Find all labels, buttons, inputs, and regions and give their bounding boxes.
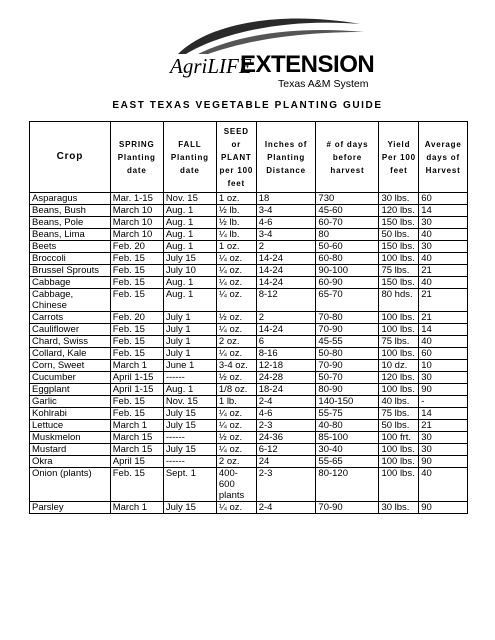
cell-fall: Sept. 1 xyxy=(163,468,216,502)
swoosh-graphic xyxy=(168,14,368,54)
cell-crop: Brussel Sprouts xyxy=(30,265,111,277)
table-row xyxy=(30,324,468,336)
table-row xyxy=(30,348,468,360)
cell-yield: 100 lbs. xyxy=(379,456,419,468)
cell-yield: 100 lbs. xyxy=(379,253,419,265)
cell-yield: 120 lbs. xyxy=(379,372,419,384)
header-distance: Inches of Planting Distance xyxy=(256,122,316,193)
cell-crop: Beans, Bush xyxy=(30,205,111,217)
cell-harvest: - xyxy=(419,396,468,408)
cell-harvest: 14 xyxy=(419,408,468,420)
cell-seed: ½ oz. xyxy=(216,312,256,324)
cell-seed: ½ lb. xyxy=(216,217,256,229)
table-row xyxy=(30,312,468,324)
cell-crop: Cauliflower xyxy=(30,324,111,336)
cell-fall: June 1 xyxy=(163,360,216,372)
cell-distance: 2-3 xyxy=(256,468,316,502)
logo-extension-text: EXTENSION xyxy=(240,51,375,78)
cell-spring: Feb. 15 xyxy=(110,289,163,312)
cell-yield: 150 lbs. xyxy=(379,277,419,289)
cell-fall: Aug. 1 xyxy=(163,241,216,253)
cell-seed: ¼ oz. xyxy=(216,444,256,456)
header-seed: SEED or PLANT per 100 feet xyxy=(216,122,256,193)
cell-harvest: 21 xyxy=(419,420,468,432)
table-row xyxy=(30,229,468,241)
cell-yield: 10 dz. xyxy=(379,360,419,372)
cell-seed: 1 lb. xyxy=(216,396,256,408)
cell-distance: 2-3 xyxy=(256,420,316,432)
cell-spring: Feb. 15 xyxy=(110,468,163,502)
cell-yield: 100 frt. xyxy=(379,432,419,444)
cell-spring: Feb. 15 xyxy=(110,396,163,408)
cell-yield: 50 lbs. xyxy=(379,229,419,241)
cell-days: 65-70 xyxy=(316,289,379,312)
cell-yield: 100 lbs. xyxy=(379,444,419,456)
cell-harvest: 30 xyxy=(419,241,468,253)
cell-seed: 1 oz. xyxy=(216,193,256,205)
cell-harvest: 14 xyxy=(419,205,468,217)
cell-crop: Beets xyxy=(30,241,111,253)
cell-distance: 14-24 xyxy=(256,265,316,277)
table-row xyxy=(30,444,468,456)
header-crop: Crop xyxy=(30,122,111,193)
cell-crop: Carrots xyxy=(30,312,111,324)
cell-distance: 2-4 xyxy=(256,396,316,408)
cell-distance: 6-12 xyxy=(256,444,316,456)
cell-days: 70-90 xyxy=(316,324,379,336)
cell-days: 60-90 xyxy=(316,277,379,289)
cell-distance: 3-4 xyxy=(256,205,316,217)
table-row xyxy=(30,205,468,217)
cell-spring: Feb. 15 xyxy=(110,336,163,348)
cell-harvest: 30 xyxy=(419,444,468,456)
cell-seed: ¼ oz. xyxy=(216,253,256,265)
cell-fall: Aug. 1 xyxy=(163,384,216,396)
cell-spring: March 15 xyxy=(110,432,163,444)
cell-fall: Aug. 1 xyxy=(163,289,216,312)
cell-seed: 2 oz. xyxy=(216,456,256,468)
cell-harvest: 30 xyxy=(419,432,468,444)
cell-harvest: 21 xyxy=(419,289,468,312)
cell-distance: 24-28 xyxy=(256,372,316,384)
cell-crop: Corn, Sweet xyxy=(30,360,111,372)
cell-spring: Feb. 20 xyxy=(110,312,163,324)
table-row xyxy=(30,396,468,408)
cell-harvest: 90 xyxy=(419,456,468,468)
cell-harvest: 14 xyxy=(419,324,468,336)
cell-distance: 2 xyxy=(256,241,316,253)
cell-spring: March 1 xyxy=(110,502,163,514)
cell-days: 70-80 xyxy=(316,312,379,324)
cell-harvest: 90 xyxy=(419,384,468,396)
table-row xyxy=(30,253,468,265)
cell-yield: 30 lbs. xyxy=(379,502,419,514)
cell-seed: ¼ oz. xyxy=(216,420,256,432)
cell-fall: Nov. 15 xyxy=(163,193,216,205)
cell-days: 60-80 xyxy=(316,253,379,265)
cell-days: 30-40 xyxy=(316,444,379,456)
cell-fall: ------ xyxy=(163,432,216,444)
cell-spring: Feb. 15 xyxy=(110,277,163,289)
cell-harvest: 60 xyxy=(419,348,468,360)
table-row xyxy=(30,336,468,348)
cell-harvest: 40 xyxy=(419,468,468,502)
cell-seed: ¼ oz. xyxy=(216,277,256,289)
cell-crop: Beans, Pole xyxy=(30,217,111,229)
cell-crop: Okra xyxy=(30,456,111,468)
cell-distance: 4-6 xyxy=(256,408,316,420)
cell-yield: 30 lbs. xyxy=(379,193,419,205)
cell-yield: 75 lbs. xyxy=(379,265,419,277)
cell-distance: 6 xyxy=(256,336,316,348)
cell-days: 80-90 xyxy=(316,384,379,396)
cell-crop: Cabbage, Chinese xyxy=(30,289,111,312)
cell-harvest: 40 xyxy=(419,229,468,241)
cell-distance: 12-18 xyxy=(256,360,316,372)
cell-harvest: 40 xyxy=(419,277,468,289)
cell-fall: Aug. 1 xyxy=(163,217,216,229)
cell-fall: July 1 xyxy=(163,336,216,348)
cell-spring: March 1 xyxy=(110,360,163,372)
cell-days: 55-75 xyxy=(316,408,379,420)
cell-crop: Asparagus xyxy=(30,193,111,205)
cell-distance: 24-36 xyxy=(256,432,316,444)
planting-guide-table xyxy=(29,121,468,514)
cell-crop: Beans, Lima xyxy=(30,229,111,241)
cell-spring: Mar. 1-15 xyxy=(110,193,163,205)
cell-crop: Kohlrabi xyxy=(30,408,111,420)
cell-fall: ------ xyxy=(163,456,216,468)
cell-distance: 14-24 xyxy=(256,324,316,336)
table-row xyxy=(30,360,468,372)
cell-days: 80 xyxy=(316,229,379,241)
logo-agri-text: AgriLIFE xyxy=(170,54,252,78)
cell-seed: ¼ oz. xyxy=(216,324,256,336)
header-fall: FALL Planting date xyxy=(163,122,216,193)
cell-days: 85-100 xyxy=(316,432,379,444)
cell-seed: ¼ lb. xyxy=(216,229,256,241)
cell-days: 50-60 xyxy=(316,241,379,253)
cell-fall: ------ xyxy=(163,372,216,384)
cell-distance: 3-4 xyxy=(256,229,316,241)
cell-fall: July 15 xyxy=(163,408,216,420)
cell-days: 70-90 xyxy=(316,502,379,514)
cell-seed: 2 oz. xyxy=(216,336,256,348)
cell-seed: ¼ oz. xyxy=(216,408,256,420)
cell-distance: 8-16 xyxy=(256,348,316,360)
table-row xyxy=(30,468,468,502)
cell-days: 730 xyxy=(316,193,379,205)
cell-seed: 400-600 plants xyxy=(216,468,256,502)
cell-crop: Onion (plants) xyxy=(30,468,111,502)
cell-days: 60-70 xyxy=(316,217,379,229)
cell-crop: Cabbage xyxy=(30,277,111,289)
header-yield: Yield Per 100 feet xyxy=(379,122,419,193)
header-harvest: Average days of Harvest xyxy=(419,122,468,193)
cell-seed: 3-4 oz. xyxy=(216,360,256,372)
cell-days: 50-70 xyxy=(316,372,379,384)
table-row xyxy=(30,408,468,420)
cell-spring: March 15 xyxy=(110,444,163,456)
cell-seed: ¼ oz. xyxy=(216,265,256,277)
table-row xyxy=(30,432,468,444)
cell-yield: 100 lbs. xyxy=(379,324,419,336)
cell-yield: 50 lbs. xyxy=(379,420,419,432)
cell-fall: Aug. 1 xyxy=(163,229,216,241)
cell-crop: Collard, Kale xyxy=(30,348,111,360)
cell-fall: July 15 xyxy=(163,502,216,514)
cell-yield: 75 lbs. xyxy=(379,408,419,420)
cell-crop: Chard, Swiss xyxy=(30,336,111,348)
cell-distance: 2 xyxy=(256,312,316,324)
cell-seed: 1 oz. xyxy=(216,241,256,253)
cell-yield: 75 lbs. xyxy=(379,336,419,348)
cell-seed: ½ oz. xyxy=(216,432,256,444)
cell-fall: Aug. 1 xyxy=(163,205,216,217)
cell-harvest: 10 xyxy=(419,360,468,372)
cell-days: 70-90 xyxy=(316,360,379,372)
cell-days: 140-150 xyxy=(316,396,379,408)
cell-yield: 100 lbs. xyxy=(379,312,419,324)
cell-distance: 18-24 xyxy=(256,384,316,396)
table-row xyxy=(30,217,468,229)
cell-spring: Feb. 15 xyxy=(110,408,163,420)
cell-spring: March 10 xyxy=(110,229,163,241)
cell-fall: July 15 xyxy=(163,420,216,432)
table-row xyxy=(30,241,468,253)
table-row xyxy=(30,277,468,289)
cell-crop: Eggplant xyxy=(30,384,111,396)
cell-distance: 2-4 xyxy=(256,502,316,514)
cell-spring: March 10 xyxy=(110,217,163,229)
agrilife-extension-logo xyxy=(168,14,375,90)
cell-crop: Garlic xyxy=(30,396,111,408)
table-row xyxy=(30,193,468,205)
cell-fall: July 10 xyxy=(163,265,216,277)
cell-spring: Feb. 15 xyxy=(110,265,163,277)
cell-harvest: 30 xyxy=(419,372,468,384)
cell-seed: ¼ oz. xyxy=(216,289,256,312)
cell-yield: 100 lbs. xyxy=(379,384,419,396)
cell-spring: Feb. 15 xyxy=(110,324,163,336)
cell-fall: July 15 xyxy=(163,253,216,265)
cell-spring: April 1-15 xyxy=(110,384,163,396)
cell-days: 55-65 xyxy=(316,456,379,468)
table-row xyxy=(30,372,468,384)
cell-yield: 120 lbs. xyxy=(379,205,419,217)
cell-crop: Cucumber xyxy=(30,372,111,384)
cell-yield: 80 hds. xyxy=(379,289,419,312)
header-row xyxy=(30,122,468,193)
cell-days: 45-55 xyxy=(316,336,379,348)
cell-yield: 100 lbs. xyxy=(379,468,419,502)
cell-seed: ½ lb. xyxy=(216,205,256,217)
cell-distance: 4-6 xyxy=(256,217,316,229)
cell-harvest: 40 xyxy=(419,253,468,265)
cell-fall: July 1 xyxy=(163,324,216,336)
cell-yield: 100 lbs. xyxy=(379,348,419,360)
cell-distance: 14-24 xyxy=(256,277,316,289)
cell-distance: 8-12 xyxy=(256,289,316,312)
table-row xyxy=(30,265,468,277)
cell-seed: ¼ oz. xyxy=(216,502,256,514)
cell-seed: ½ oz. xyxy=(216,372,256,384)
header-days: # of days before harvest xyxy=(316,122,379,193)
cell-days: 90-100 xyxy=(316,265,379,277)
cell-fall: July 1 xyxy=(163,348,216,360)
cell-harvest: 21 xyxy=(419,265,468,277)
cell-spring: April 15 xyxy=(110,456,163,468)
cell-seed: 1/8 oz. xyxy=(216,384,256,396)
cell-crop: Broccoli xyxy=(30,253,111,265)
logo-subtitle: Texas A&M System xyxy=(278,78,369,90)
page-title: EAST TEXAS VEGETABLE PLANTING GUIDE xyxy=(112,100,383,111)
cell-spring: Feb. 15 xyxy=(110,348,163,360)
cell-fall: July 1 xyxy=(163,312,216,324)
cell-harvest: 40 xyxy=(419,336,468,348)
cell-crop: Mustard xyxy=(30,444,111,456)
cell-fall: Aug. 1 xyxy=(163,277,216,289)
table-row xyxy=(30,502,468,514)
cell-crop: Muskmelon xyxy=(30,432,111,444)
table-row xyxy=(30,456,468,468)
cell-yield: 40 lbs. xyxy=(379,396,419,408)
table-row xyxy=(30,420,468,432)
cell-days: 80-120 xyxy=(316,468,379,502)
cell-harvest: 21 xyxy=(419,312,468,324)
cell-yield: 150 lbs. xyxy=(379,217,419,229)
cell-yield: 150 lbs. xyxy=(379,241,419,253)
cell-harvest: 30 xyxy=(419,217,468,229)
table-row xyxy=(30,289,468,312)
cell-spring: March 10 xyxy=(110,205,163,217)
cell-days: 40-80 xyxy=(316,420,379,432)
cell-harvest: 90 xyxy=(419,502,468,514)
cell-distance: 18 xyxy=(256,193,316,205)
header-spring: SPRING Planting date xyxy=(110,122,163,193)
table-row xyxy=(30,384,468,396)
cell-distance: 14-24 xyxy=(256,253,316,265)
cell-fall: Nov. 15 xyxy=(163,396,216,408)
cell-spring: April 1-15 xyxy=(110,372,163,384)
cell-seed: ¼ oz. xyxy=(216,348,256,360)
cell-fall: July 15 xyxy=(163,444,216,456)
cell-distance: 24 xyxy=(256,456,316,468)
cell-harvest: 60 xyxy=(419,193,468,205)
cell-crop: Lettuce xyxy=(30,420,111,432)
cell-spring: March 1 xyxy=(110,420,163,432)
cell-days: 50-80 xyxy=(316,348,379,360)
cell-spring: Feb. 15 xyxy=(110,253,163,265)
cell-days: 45-60 xyxy=(316,205,379,217)
cell-spring: Feb. 20 xyxy=(110,241,163,253)
cell-crop: Parsley xyxy=(30,502,111,514)
